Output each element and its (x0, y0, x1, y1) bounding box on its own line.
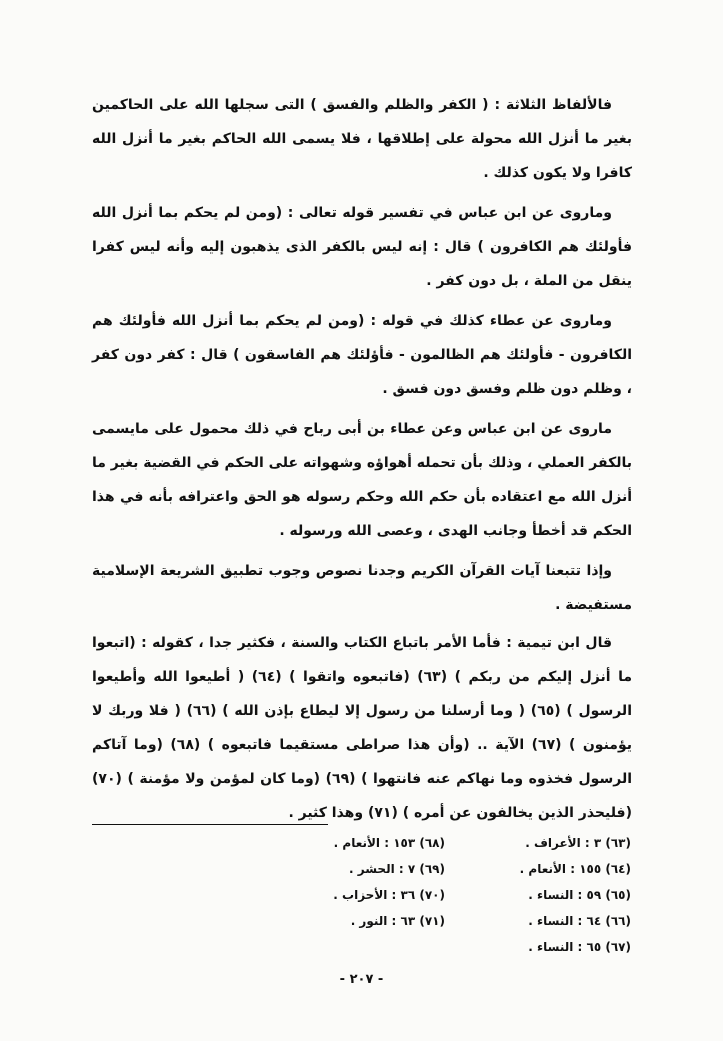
footnote: (٦٧) ٦٥ : النساء . (528, 940, 631, 954)
footnotes-right-column (431, 830, 631, 960)
footnote: (٦٨) ١٥٣ : الأنعام . (333, 836, 445, 850)
footnote: (٧١) ٦٣ : النور . (350, 914, 445, 928)
paragraph-3: وماروى عن عطاء كذلك في قوله : (ومن لم يحكم بما أنزل الله فأولئك هم الكافرون - فأولئك هم الظالمون - فأؤلئك هم الفاسقون ) قال : كفر دون كفر ، وظلم دون ظلم وفسق دون فسق . (92, 313, 632, 397)
footnote: (٦٤) ١٥٥ : الأنعام . (519, 862, 631, 876)
footnotes-left-column (265, 830, 445, 934)
footnote: (٦٣) ٣ : الأعراف . (525, 836, 631, 850)
paragraph-4: ماروى عن ابن عباس وعن عطاء بن أبى رباح في ذلك محمول على مايسمى بالكفر العملي ، وذلك بأن تحمله أهواؤه وشهواته على الحكم في القضية بغير ما أنزل الله مع اعتقاده بأن حكم الله وحكم رسوله هو الحق واعترافه بأنه في هذا الحكم قد أخطأ وجانب الهدى ، وعصى الله ورسوله . (92, 421, 632, 539)
page-number: - ٢٠٧ - (339, 972, 384, 987)
paragraph-6: قال ابن تيمية : فأما الأمر باتباع الكتاب والسنة ، فكثير جدا ، كقوله : (اتبعوا ما أنزل إليكم من ربكم ) (٦٣) (فاتبعوه واتقوا ) (٦٤) ( أطيعوا الله وأطيعوا الرسول ) (٦٥) ( وما أرسلنا من رسول إلا ليطاع بإذن الله ) (٦٦) ( فلا وربك لا يؤمنون ) (٦٧) الآية .. (وأن هذا صراطى مستقيما فاتبعوه ) (٦٨) (وما آتاكم الرسول فخذوه وما نهاكم عنه فانتهوا ) (٦٩) (وما كان لمؤمن ولا مؤمنة ) (٧٠) (فليحذر الذين يخالفون عن أمره ) (٧١) وهذا كثير . (92, 635, 632, 821)
footnote: (٦٩) ٧ : الحشر . (349, 862, 445, 876)
paragraph-1: فالألفاظ الثلاثة : ( الكفر والظلم والفسق ) التى سجلها الله على الحاكمين بغير ما أنزل الله محولة على إطلاقها ، فلا يسمى الله الحاكم بغير ما أنزل الله كافرا ولا يكون كذلك . (92, 97, 632, 181)
paragraph-2: وماروى عن ابن عباس في تفسير قوله تعالى : (ومن لم يحكم بما أنزل الله فأولئك هم الكافرون ) قال : إنه ليس بالكفر الذى يذهبون إليه وأنه ليس كفرا ينقل من الملة ، بل دون كفر . (92, 205, 632, 289)
main-text (92, 88, 632, 830)
footnote: (٦٥) ٥٩ : النساء . (528, 888, 631, 902)
footnote: (٧٠) ٣٦ : الأحزاب . (333, 888, 445, 902)
footnote: (٦٦) ٦٤ : النساء . (528, 914, 631, 928)
paragraph-5: وإذا تتبعنا آيات القرآن الكريم وجدنا نصوص وجوب تطبيق الشريعة الإسلامية مستفيضة . (92, 563, 632, 613)
footnote-separator (92, 824, 328, 825)
